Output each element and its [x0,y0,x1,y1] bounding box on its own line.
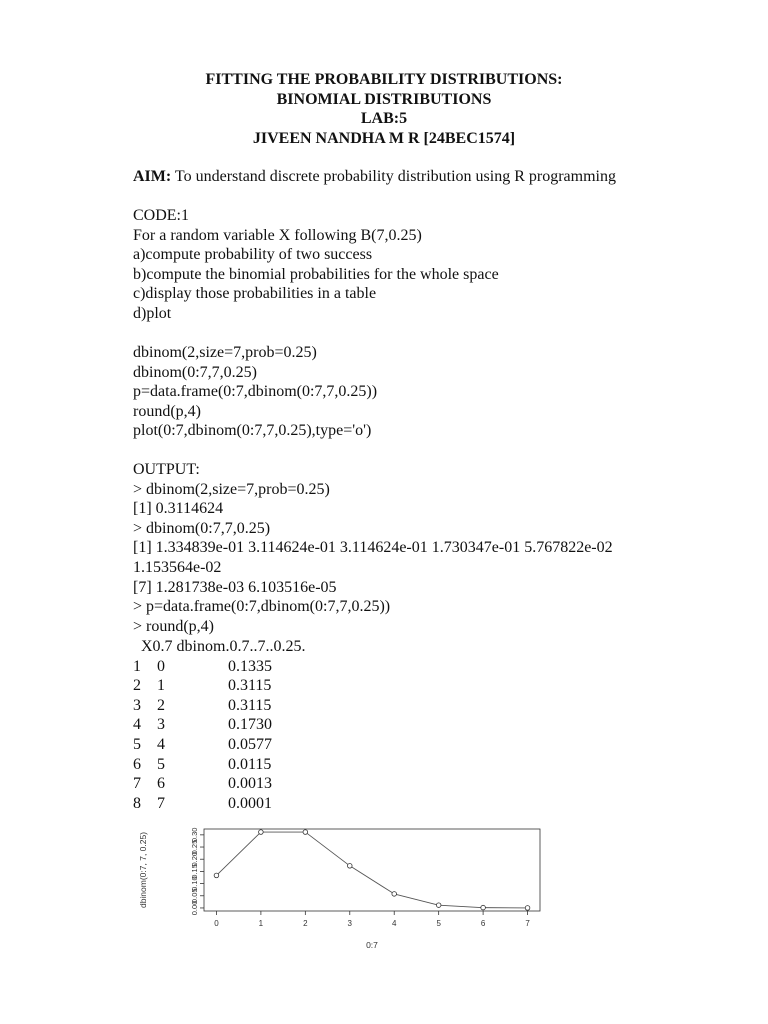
series-line-segment [350,866,394,894]
x-axis-label: 0:7 [366,940,378,950]
row-index: 4 [133,716,141,734]
x-tick-label: 4 [391,919,397,928]
series-line-segment [216,832,260,875]
probability-value: 0.1335 [228,657,272,675]
task-line: c)display those probabilities in a table [133,285,377,303]
data-point [347,863,352,868]
data-point [436,903,441,908]
x-value: 5 [157,755,165,773]
data-point [481,905,486,910]
probability-value: 0.0013 [228,775,272,793]
output-line: OUTPUT: [133,461,200,478]
series-line-segment [439,905,483,907]
y-tick-label: 0.30 [190,827,199,843]
probability-value: 0.1730 [228,716,272,734]
output-line: 1.153564e-02 [133,558,222,576]
x-tick-label: 1 [258,919,264,928]
y-tick-label: 0.20 [190,851,199,867]
row-index: 3 [133,696,141,714]
plot-frame [204,829,540,911]
code-line: p=data.frame(0:7,dbinom(0:7,7,0.25)) [133,383,378,401]
output-block [133,460,613,636]
task-line: CODE:1 [133,207,189,224]
series-line-segment [394,894,438,905]
series-line-segment [305,832,349,866]
task-line: b)compute the binomial probabilities for the whole space [133,265,499,283]
y-tick-label: 0.25 [190,839,199,855]
x-value: 1 [157,677,165,695]
title-line-2: BINOMIAL DISTRIBUTIONS [276,90,492,108]
y-tick-label: 0.05 [190,888,199,904]
task-line: For a random variable X following B(7,0.25) [133,226,422,244]
task-line: a)compute probability of two success [133,246,373,264]
output-line: > round(p,4) [133,617,215,635]
code-line: plot(0:7,dbinom(0:7,7,0.25),type='o') [133,422,372,440]
table-header: X0.7 dbinom.0.7..7..0.25. [141,638,306,655]
row-index: 1 [133,657,141,675]
x-value: 2 [157,696,165,714]
probability-value: 0.3115 [228,677,272,695]
document-header [0,70,768,148]
x-tick-label: 0 [214,919,219,928]
row-index: 6 [133,755,141,773]
output-line: [7] 1.281738e-03 6.103516e-05 [133,578,337,596]
binomial-probability-plot [132,815,552,955]
output-line: [1] 1.334839e-01 3.114624e-01 3.114624e-01 1.730347e-01 5.767822e-02 [133,539,613,557]
code-block [133,343,377,441]
x-tick-label: 5 [436,919,441,928]
x-value: 7 [157,794,165,812]
x-value: 4 [157,735,165,753]
probability-value: 0.0001 [228,794,272,812]
title-line-3: LAB:5 [360,110,408,127]
y-tick-label: 0.10 [190,876,199,891]
data-point [214,873,219,878]
row-index: 7 [133,775,141,793]
y-axis-label: dbinom(0:7, 7, 0.25) [138,831,148,909]
probability-value: 0.0115 [228,755,272,773]
x-tick-label: 3 [347,919,353,928]
probability-value: 0.3115 [228,696,272,714]
row-index: 8 [133,794,141,812]
code-line: round(p,4) [133,402,201,420]
code-line: dbinom(0:7,7,0.25) [133,363,257,381]
data-point [525,906,530,911]
x-tick-label: 7 [525,919,530,928]
x-value: 0 [157,657,165,675]
y-tick-label: 0.00 [190,900,199,916]
output-line: > p=data.frame(0:7,dbinom(0:7,7,0.25)) [133,598,391,616]
aim-text: To understand discrete probability distribution using R programming [171,168,616,185]
task-description [133,206,499,324]
output-line: > dbinom(2,size=7,prob=0.25) [133,480,330,498]
title-line-1: FITTING THE PROBABILITY DISTRIBUTIONS: [205,71,563,88]
y-tick-label: 0.15 [190,864,199,879]
output-line: > dbinom(0:7,7,0.25) [133,519,271,537]
aim-label: AIM: [133,168,172,185]
data-point [303,830,308,835]
aim-statement [133,167,616,187]
task-line: d)plot [133,304,172,322]
data-point [259,830,264,835]
output-line: [1] 0.3114624 [133,500,224,518]
data-point [392,892,397,897]
x-value: 6 [157,775,165,793]
x-tick-label: 2 [303,919,308,928]
author-line: JIVEEN NANDHA M R [24BEC1574] [252,129,516,147]
row-index: 2 [133,677,141,695]
row-index: 5 [133,735,141,753]
x-value: 3 [157,716,165,734]
x-tick-label: 6 [480,919,486,928]
code-line: dbinom(2,size=7,prob=0.25) [133,344,317,361]
probability-value: 0.0577 [228,735,272,753]
